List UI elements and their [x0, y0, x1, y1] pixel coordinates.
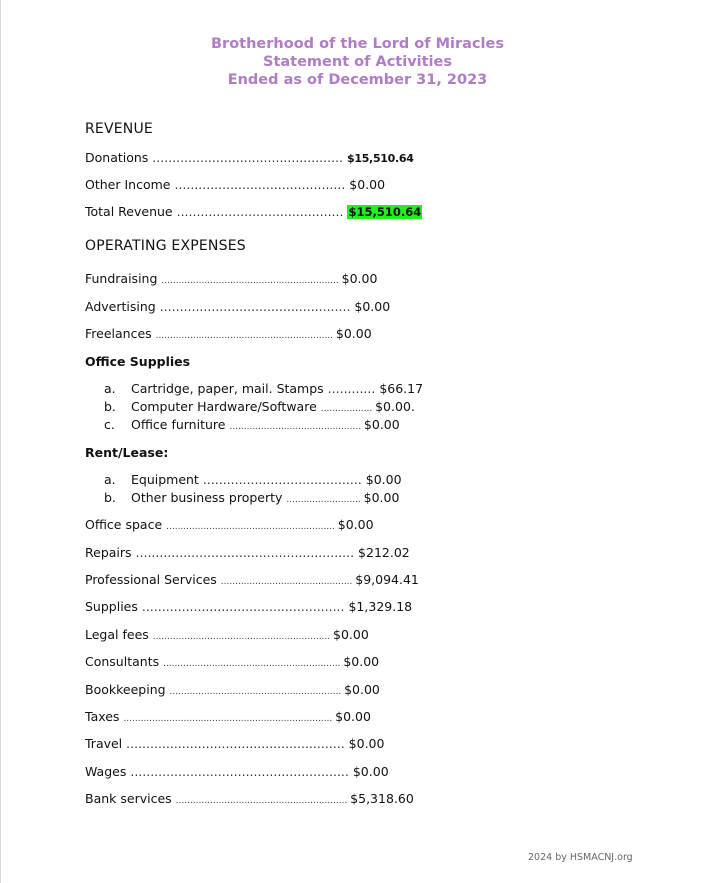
- statement-period: Ended as of December 31, 2023: [227, 72, 488, 88]
- expense-row-consultants: [85, 654, 379, 670]
- row-label: Office furniture: [130, 417, 226, 432]
- row-label: Supplies: [85, 599, 138, 614]
- expense-row-supplies: [85, 599, 412, 615]
- row-amount: $212.02: [358, 545, 410, 560]
- revenue-heading: REVENUE: [85, 121, 153, 137]
- row-label: Cartridge, paper, mail. Stamps: [130, 381, 324, 396]
- row-amount: $0.00: [352, 764, 389, 779]
- leader-dots: .......................................................: [126, 736, 349, 751]
- row-label: Total Revenue: [85, 204, 173, 219]
- office-supplies-item-c: [104, 417, 400, 433]
- leader-dots: .......................................................: [135, 545, 359, 560]
- office-supplies-item-b: [104, 399, 415, 415]
- leader-dots: ..............................................................: [152, 632, 333, 642]
- row-label: Office space: [85, 517, 163, 532]
- leader-dots: ........................................: [202, 472, 366, 487]
- expense-row-advertising: [85, 299, 390, 315]
- row-amount: $66.17: [379, 381, 424, 396]
- org-name: Brotherhood of the Lord of Miracles: [211, 36, 504, 52]
- expense-row-bookkeeping: [85, 682, 380, 698]
- rent-lease-heading: Rent/Lease:: [85, 445, 169, 460]
- row-amount: $0.00: [335, 326, 372, 341]
- row-label: Legal fees: [85, 627, 149, 642]
- expense-row-taxes: [85, 709, 371, 725]
- row-amount: $0.00: [344, 682, 380, 697]
- leader-dots: ..........................................: [176, 204, 348, 219]
- row-label: Bookkeeping: [85, 682, 166, 697]
- statement-title: Statement of Activities: [263, 54, 452, 70]
- row-amount: $0.00: [343, 654, 380, 669]
- page-edge: [0, 0, 1, 883]
- expense-row-bank-services: [85, 791, 414, 807]
- row-label: Wages: [85, 764, 127, 779]
- expense-row-wages: [85, 764, 389, 780]
- expense-row-travel: [85, 736, 384, 752]
- expense-row-repairs: [85, 545, 410, 561]
- list-marker: a.: [104, 381, 116, 396]
- row-amount: $15,510.64: [347, 152, 414, 165]
- row-amount: $0.00: [337, 517, 374, 532]
- row-label: Taxes: [85, 709, 120, 724]
- leader-dots: ............: [327, 381, 380, 396]
- leader-dots: ..............................................: [220, 577, 356, 587]
- row-amount: $0.00: [341, 271, 378, 286]
- leader-dots: ..............................................................: [161, 276, 342, 286]
- rent-lease-item-a: [104, 472, 402, 488]
- expenses-heading: OPERATING EXPENSES: [85, 238, 246, 254]
- row-amount: $0.00: [354, 299, 391, 314]
- row-label: Repairs: [85, 545, 132, 560]
- row-label: Bank services: [85, 791, 172, 806]
- revenue-row-other-income: [85, 177, 385, 193]
- row-amount: $0.00: [349, 177, 386, 192]
- expense-row-office-space: [85, 517, 374, 533]
- leader-dots: ..............................................: [229, 422, 364, 432]
- row-amount: $0.00: [365, 472, 402, 487]
- leader-dots: .......................................................: [130, 764, 353, 779]
- row-amount: $0.00: [363, 417, 400, 432]
- total-revenue-amount: $15,510.64: [348, 205, 422, 219]
- row-amount: $0.00: [333, 627, 369, 642]
- row-amount: $0.00: [335, 709, 371, 724]
- row-label: Advertising: [85, 299, 156, 314]
- row-amount: $9,094.41: [355, 572, 419, 587]
- row-label: Computer Hardware/Software: [130, 399, 317, 414]
- row-amount: $0.00: [348, 736, 385, 751]
- leader-dots: .........................................................................: [123, 714, 336, 724]
- expense-row-fundraising: [85, 271, 377, 287]
- expense-row-legal-fees: [85, 627, 369, 643]
- leader-dots: ...........................................................: [166, 522, 338, 532]
- leader-dots: ............................................................: [169, 687, 345, 697]
- revenue-row-total: [85, 204, 422, 220]
- row-amount: $1,329.18: [348, 599, 413, 614]
- row-amount: $5,318.60: [350, 791, 414, 806]
- row-label: Fundraising: [85, 271, 158, 286]
- office-supplies-heading: Office Supplies: [85, 354, 191, 369]
- list-marker: a.: [104, 472, 116, 487]
- rent-lease-item-b: [104, 490, 399, 506]
- leader-dots: ..............................................................: [163, 659, 344, 669]
- list-marker: c.: [104, 417, 115, 432]
- expense-row-professional-services: [85, 572, 419, 588]
- leader-dots: ..............................................................: [155, 331, 336, 341]
- expense-row-freelances: [85, 326, 372, 342]
- leader-dots: ............................................................: [175, 796, 351, 806]
- footer-credit: 2024 by HSMACNJ.org: [528, 852, 633, 863]
- revenue-row-donations: [85, 150, 414, 166]
- document-header: [0, 35, 709, 89]
- row-label: Consultants: [85, 654, 160, 669]
- row-label: Other business property: [130, 490, 283, 505]
- office-supplies-item-a: [104, 381, 423, 397]
- row-label: Professional Services: [85, 572, 217, 587]
- row-amount: $0.00: [363, 490, 400, 505]
- list-marker: b.: [104, 399, 116, 414]
- row-label: Freelances: [85, 326, 152, 341]
- row-label: Travel: [85, 736, 123, 751]
- leader-dots: ................................................: [159, 299, 355, 314]
- leader-dots: ...................................................: [141, 599, 349, 614]
- row-amount: $0.00.: [375, 399, 415, 414]
- row-label: Other Income: [85, 177, 171, 192]
- leader-dots: ...........................................: [174, 177, 350, 192]
- leader-dots: ................................................: [152, 150, 347, 165]
- leader-dots: ..................: [320, 404, 376, 414]
- list-marker: b.: [104, 490, 116, 505]
- row-label: Donations: [85, 150, 149, 165]
- row-label: Equipment: [130, 472, 199, 487]
- leader-dots: ..........................: [286, 495, 364, 505]
